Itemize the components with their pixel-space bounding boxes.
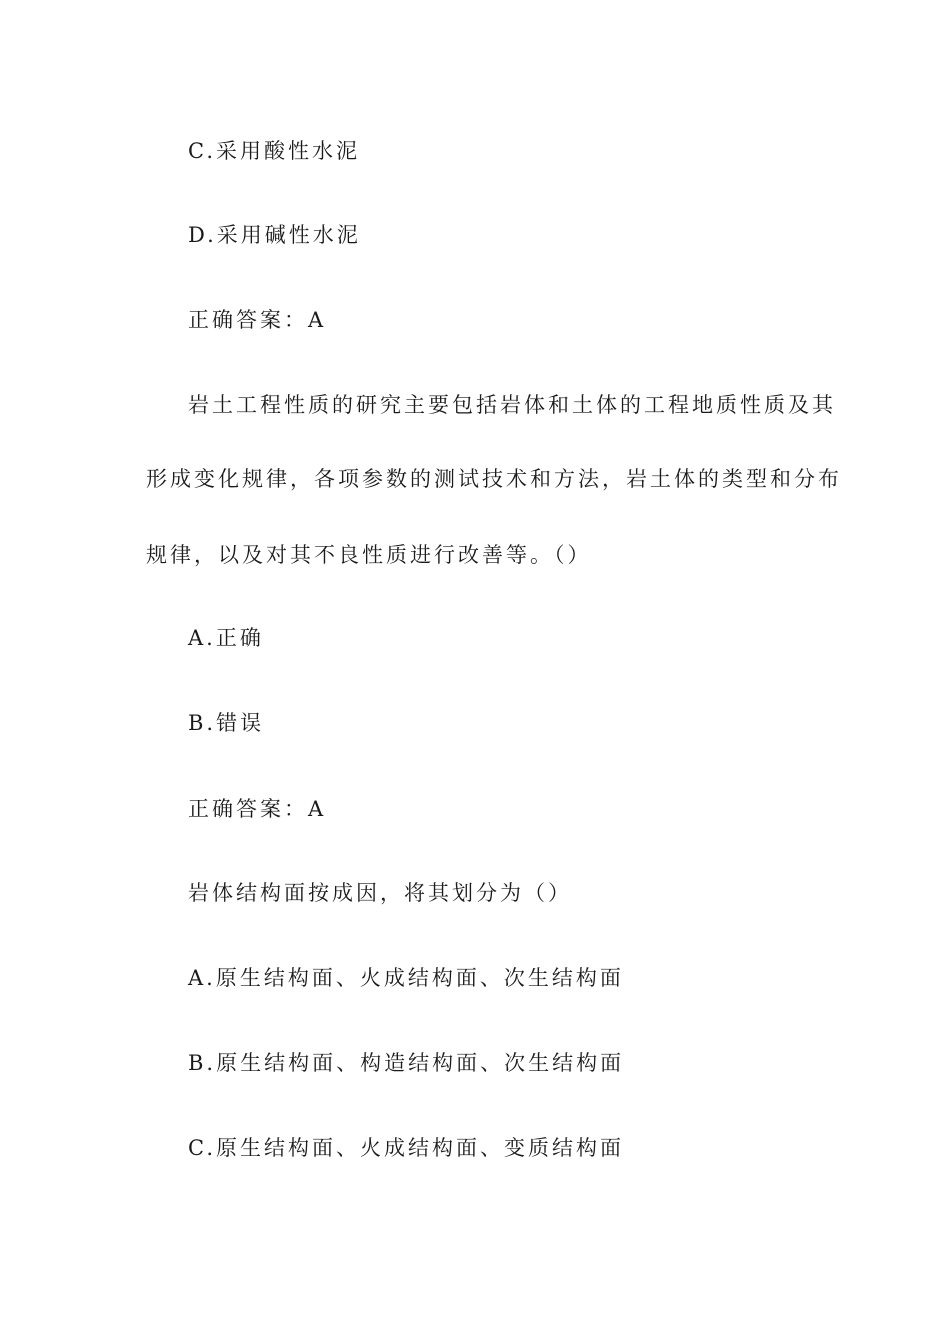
option-a-text: A.正确	[188, 626, 264, 650]
question-line: 岩土工程性质的研究主要包括岩体和土体的工程地质性质及其	[188, 393, 836, 417]
option-c-text: C.原生结构面、火成结构面、变质结构面	[188, 1136, 624, 1160]
answer-text: 正确答案：A	[188, 797, 327, 821]
answer-text: 正确答案：A	[188, 308, 327, 332]
option-b-text: B.错误	[188, 711, 265, 735]
option-b-text: B.原生结构面、构造结构面、次生结构面	[188, 1051, 625, 1075]
question-line: 规律，以及对其不良性质进行改善等。（）	[146, 543, 592, 567]
option-c-text: C.采用酸性水泥	[188, 139, 360, 163]
option-d-text: D.采用碱性水泥	[188, 223, 361, 247]
question-line: 岩体结构面按成因，将其划分为（）	[188, 881, 572, 905]
question-line: 形成变化规律，各项参数的测试技术和方法，岩土体的类型和分布	[146, 467, 842, 491]
option-a-text: A.原生结构面、火成结构面、次生结构面	[188, 966, 624, 990]
